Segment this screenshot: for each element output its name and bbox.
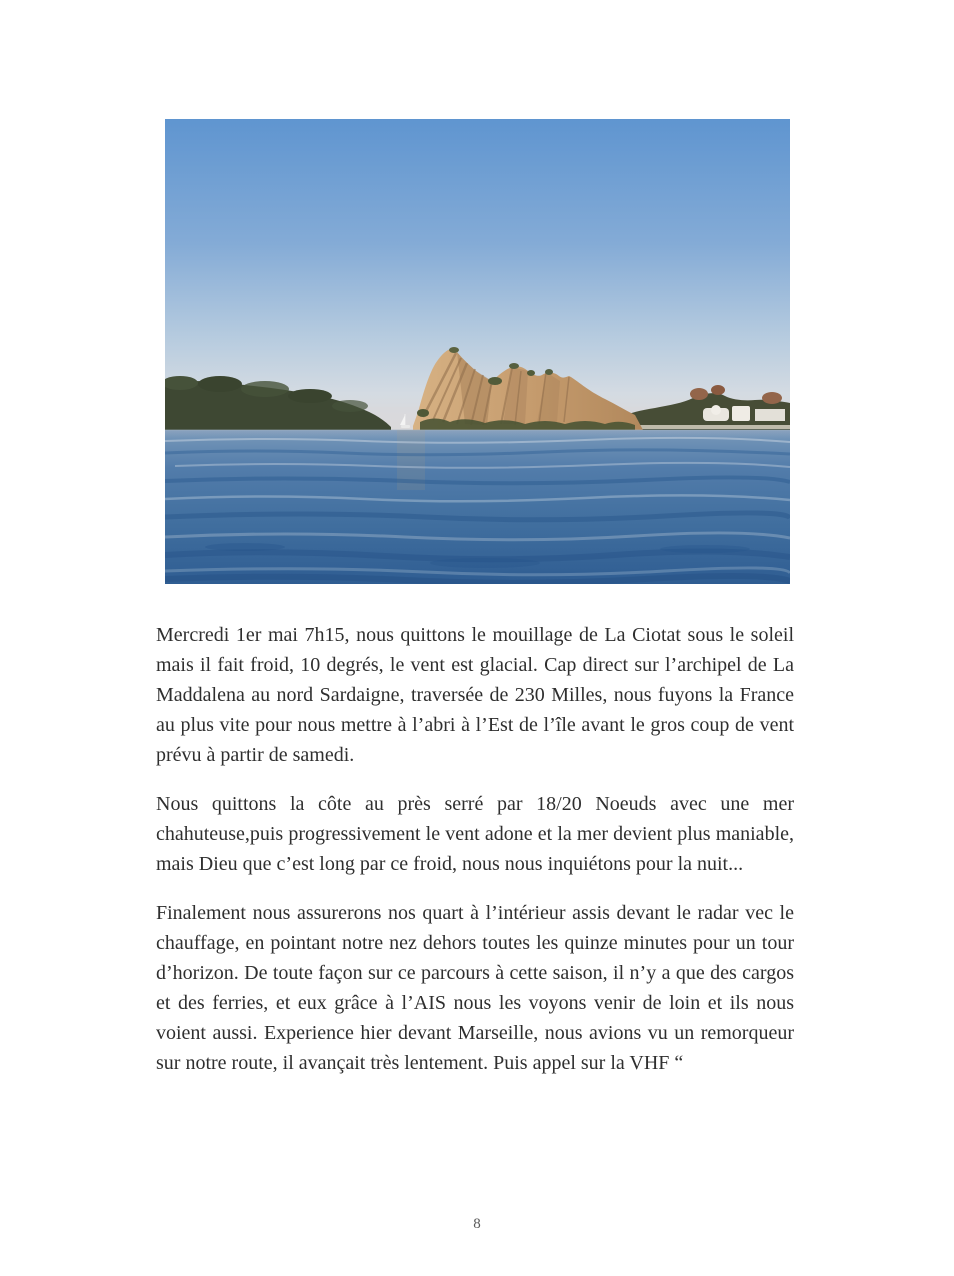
paragraph-2: Nous quittons la côte au près serré par 18/20 Noeuds avec une mer chahuteuse,puis progressivement le vent adone et la mer devient plus maniable, mais Dieu que c’est long par ce froid, nous nous inquiétons pour la nuit...	[156, 793, 794, 875]
paragraph-3: Finalement nous assurerons nos quart à l’intérieur assis devant le radar vec le chauffage, en pointant notre nez dehors toutes les quinze minutes pour un tour d’horizon. De toute façon sur ce parcours à cette saison, il n’y a que des cargos et des ferries, et eux grâce à l’AIS nous les voyons venir de loin et ils nous voient aussi. Experience hier devant Marseille, nous avions vu un remorqueur sur notre route, il avançait très lentement. Puis appel sur la VHF “	[156, 902, 794, 1074]
body-text	[156, 620, 794, 1097]
page-number: 8	[473, 1216, 481, 1232]
seascape-illustration	[165, 119, 790, 584]
seascape-photo	[165, 119, 790, 584]
sea	[165, 430, 790, 584]
paragraph-1: Mercredi 1er mai 7h15, nous quittons le mouillage de La Ciotat sous le soleil mais il fait froid, 10 degrés, le vent est glacial. Cap direct sur l’archipel de La Maddalena au nord Sardaigne, traversée de 230 Milles, nous fuyons la France au plus vite pour nous mettre à l’abri à l’Est de l’île avant le gros coup de vent prévu à partir de samedi.	[156, 624, 794, 766]
